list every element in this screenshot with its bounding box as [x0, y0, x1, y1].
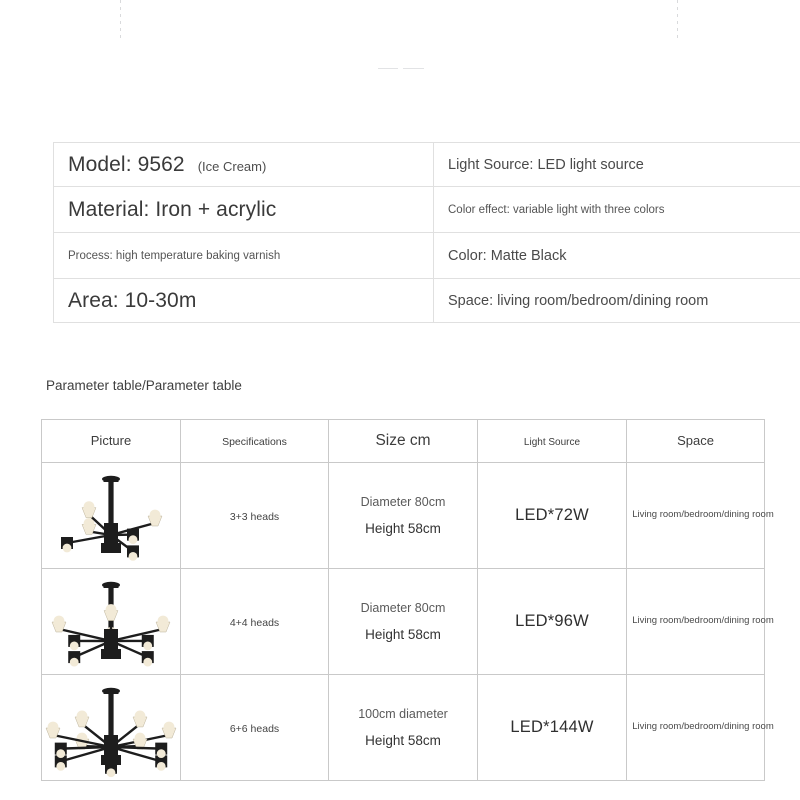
spec-space-value: Space: living room/bedroom/dining room	[448, 292, 709, 309]
spec-cell-model	[54, 143, 434, 187]
crop-guide-left	[120, 0, 121, 38]
parameter-table-caption: Parameter table/Parameter table	[46, 378, 242, 393]
table-row	[42, 675, 765, 781]
spec-model-value: Model: 9562	[68, 152, 185, 176]
cell-picture	[42, 463, 181, 569]
cell-size	[329, 569, 478, 675]
light-source-value: LED*96W	[515, 612, 589, 630]
column-header-specifications: Specifications	[181, 420, 329, 463]
spec-row-process	[54, 233, 800, 279]
table-row	[42, 463, 765, 569]
spec-color-effect-value: Color effect: variable light with three colors	[448, 204, 665, 217]
column-header-size: Size cm	[329, 420, 478, 463]
spec-cell-light-source	[434, 143, 800, 187]
spec-cell-area	[54, 279, 434, 323]
light-source-value: LED*72W	[515, 506, 589, 524]
cell-space	[627, 569, 774, 675]
crop-guide-mark-1	[378, 68, 398, 69]
spec-light-source-value: Light Source: LED light source	[448, 156, 644, 173]
chandelier-6plus6-heads-image	[42, 675, 180, 780]
space-value: Living room/bedroom/dining room	[632, 509, 774, 521]
specification-table	[53, 142, 800, 323]
spec-process-value: Process: high temperature baking varnish	[68, 250, 281, 263]
spec-model-note: (Ice Cream)	[197, 158, 267, 174]
space-value: Living room/bedroom/dining room	[632, 615, 774, 627]
spec-cell-color-effect	[434, 187, 800, 233]
cell-space	[627, 463, 774, 569]
spec-cell-space	[434, 279, 800, 323]
column-header-space: Space	[627, 420, 765, 463]
parameter-table-header-row	[42, 420, 765, 463]
spec-color-value: Color: Matte Black	[448, 247, 567, 264]
light-source-value: LED*144W	[510, 718, 594, 736]
cell-light-source	[478, 675, 627, 781]
cell-specifications	[181, 569, 329, 675]
cell-size	[329, 463, 478, 569]
size-diameter-value: Diameter 80cm	[360, 601, 446, 615]
cell-light-source	[478, 463, 627, 569]
spec-row-material	[54, 187, 800, 233]
cell-size	[329, 675, 478, 781]
size-diameter-value: 100cm diameter	[358, 707, 448, 721]
space-value: Living room/bedroom/dining room	[632, 721, 774, 733]
size-diameter-value: Diameter 80cm	[360, 495, 446, 509]
specifications-value: 6+6 heads	[229, 722, 280, 735]
spec-material-value: Material: Iron + acrylic	[68, 197, 277, 221]
spec-cell-color	[434, 233, 800, 279]
cell-picture	[42, 569, 181, 675]
column-header-light-source: Light Source	[478, 420, 627, 463]
crop-guide-mark-2	[403, 68, 424, 69]
spec-row-area	[54, 279, 800, 323]
spec-cell-material	[54, 187, 434, 233]
chandelier-3plus3-heads-image	[42, 463, 180, 568]
size-height-value: Height 58cm	[365, 627, 441, 642]
size-height-value: Height 58cm	[365, 733, 441, 748]
cell-picture	[42, 675, 181, 781]
column-header-picture: Picture	[42, 420, 181, 463]
table-row	[42, 569, 765, 675]
specifications-value: 3+3 heads	[229, 510, 280, 523]
spec-row-model	[54, 143, 800, 187]
cell-light-source	[478, 569, 627, 675]
parameter-table	[41, 419, 774, 781]
size-height-value: Height 58cm	[365, 521, 441, 536]
chandelier-4plus4-heads-image	[42, 569, 180, 674]
cell-specifications	[181, 463, 329, 569]
spec-area-value: Area: 10-30m	[68, 288, 197, 312]
crop-guide-right	[677, 0, 678, 38]
spec-cell-process	[54, 233, 434, 279]
specifications-value: 4+4 heads	[229, 616, 280, 629]
cell-space	[627, 675, 774, 781]
cell-specifications	[181, 675, 329, 781]
